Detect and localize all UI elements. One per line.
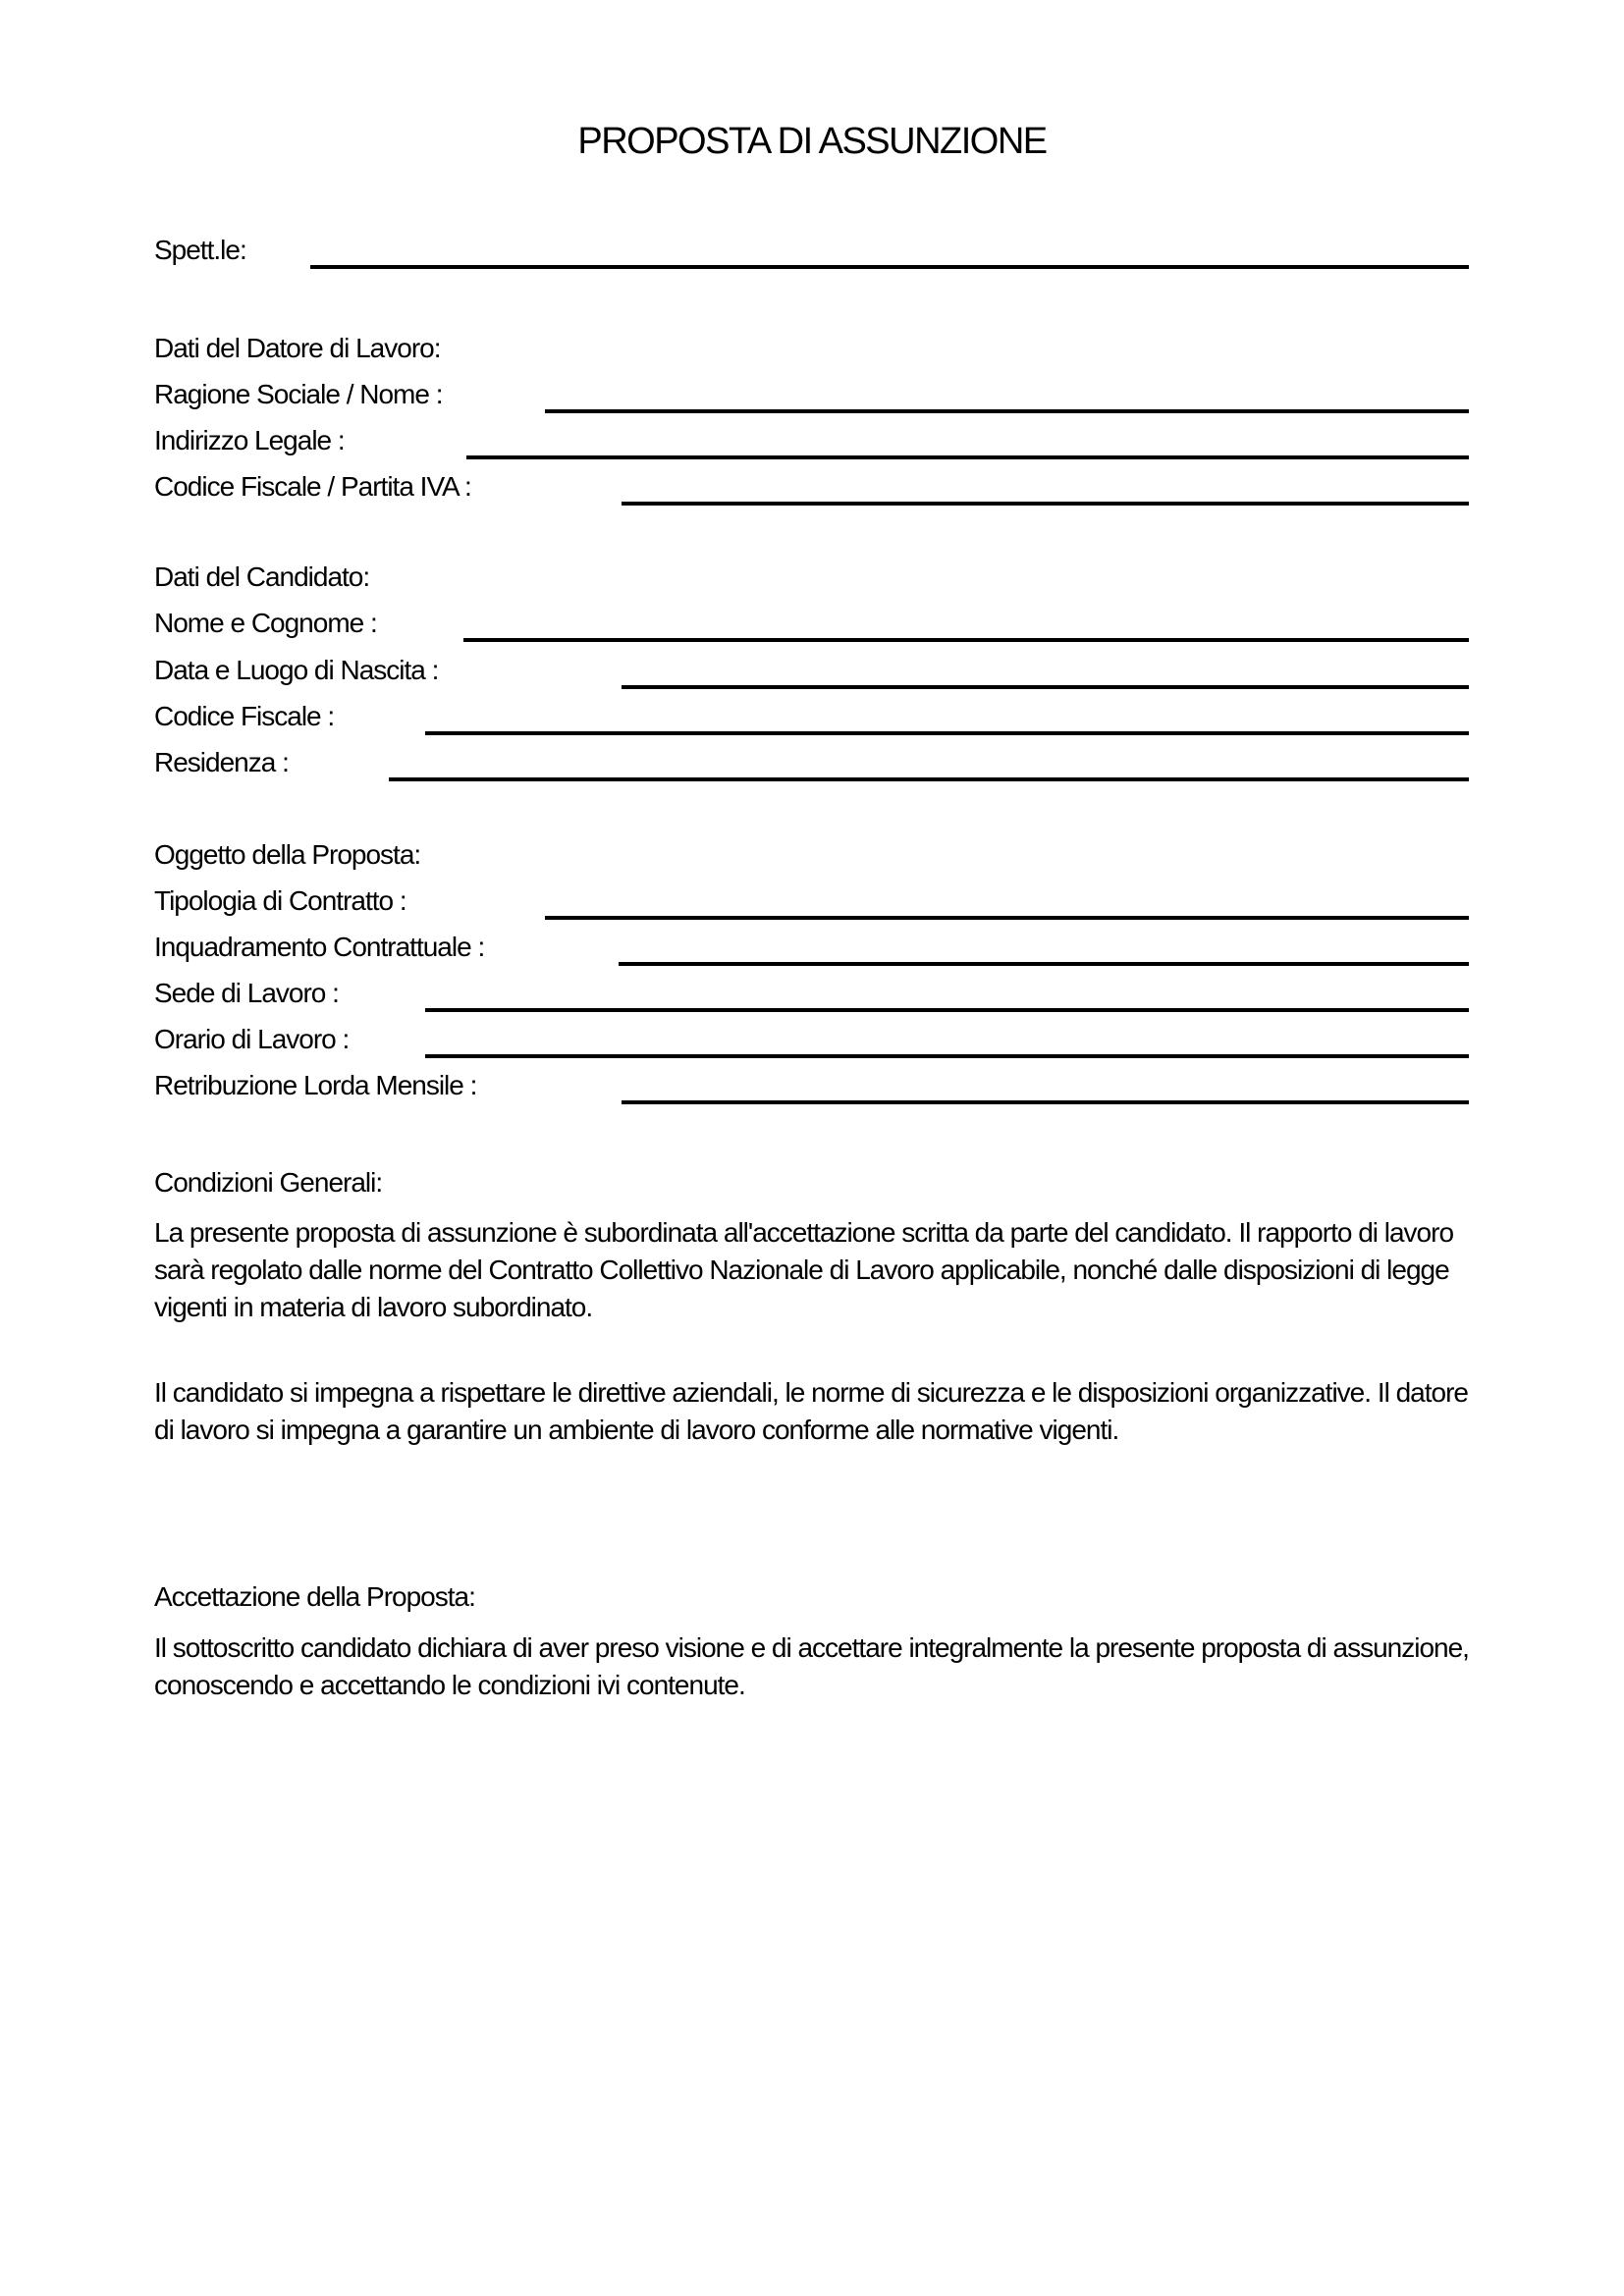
nome-cognome-label: Nome e Cognome : [154, 608, 377, 638]
orario-lavoro-blank-line[interactable] [425, 1054, 1469, 1058]
acceptance-paragraph: Il sottoscritto candidato dichiara di aver preso visione e di accettare integralmente la presente proposta di assunzione, conoscendo e accettando le condizioni ivi contenute. [154, 1632, 1469, 1700]
sede-lavoro-blank-line[interactable] [425, 1008, 1469, 1012]
employer-section-heading: Dati del Datore di Lavoro: [154, 333, 441, 363]
retribuzione-lorda-label: Retribuzione Lorda Mensile : [154, 1070, 477, 1100]
retribuzione-lorda-blank-line[interactable] [622, 1100, 1469, 1104]
inquadramento-contrattuale-label: Inquadramento Contrattuale : [154, 932, 485, 962]
general-conditions-heading: Condizioni Generali: [154, 1167, 383, 1198]
nome-cognome-blank-line[interactable] [463, 638, 1469, 642]
indirizzo-legale-label: Indirizzo Legale : [154, 425, 345, 455]
general-conditions-paragraph-1: La presente proposta di assunzione è subordinata all'accettazione scritta da parte del candidato. Il rapporto di lavoro sarà regolato dalle norme del Contratto Collettivo Nazionale di Lavoro applicabile, nonché dalle disposizioni di legge vigenti in materia di lavoro subordinato. [154, 1217, 1454, 1322]
ragione-sociale-label: Ragione Sociale / Nome : [154, 379, 443, 409]
codice-fiscale-blank-line[interactable] [425, 731, 1469, 735]
residenza-blank-line[interactable] [389, 777, 1469, 781]
codice-fiscale-partita-iva-label: Codice Fiscale / Partita IVA : [154, 471, 471, 502]
data-luogo-nascita-label: Data e Luogo di Nascita : [154, 655, 439, 685]
general-conditions-paragraph-2: Il candidato si impegna a rispettare le direttive aziendali, le norme di sicurezza e le disposizioni organizzative. Il datore di lavoro si impegna a garantire un ambiente di lavoro conforme alle normative vigenti. [154, 1377, 1468, 1445]
codice-fiscale-partita-iva-blank-line[interactable] [622, 502, 1469, 506]
tipologia-contratto-blank-line[interactable] [545, 916, 1469, 920]
acceptance-heading: Accettazione della Proposta: [154, 1581, 475, 1612]
document-title: PROPOSTA DI ASSUNZIONE [577, 121, 1047, 162]
codice-fiscale-label: Codice Fiscale : [154, 701, 335, 731]
sede-lavoro-label: Sede di Lavoro : [154, 978, 339, 1008]
indirizzo-legale-blank-line[interactable] [466, 455, 1469, 459]
orario-lavoro-label: Orario di Lavoro : [154, 1024, 350, 1054]
tipologia-contratto-label: Tipologia di Contratto : [154, 885, 406, 916]
ragione-sociale-blank-line[interactable] [545, 409, 1469, 413]
recipient-blank-line[interactable] [310, 265, 1469, 269]
residenza-label: Residenza : [154, 747, 289, 777]
data-luogo-nascita-blank-line[interactable] [622, 685, 1469, 689]
inquadramento-contrattuale-blank-line[interactable] [619, 962, 1469, 966]
recipient-label: Spett.le: [154, 235, 246, 265]
candidate-section-heading: Dati del Candidato: [154, 561, 370, 592]
proposal-section-heading: Oggetto della Proposta: [154, 839, 421, 870]
